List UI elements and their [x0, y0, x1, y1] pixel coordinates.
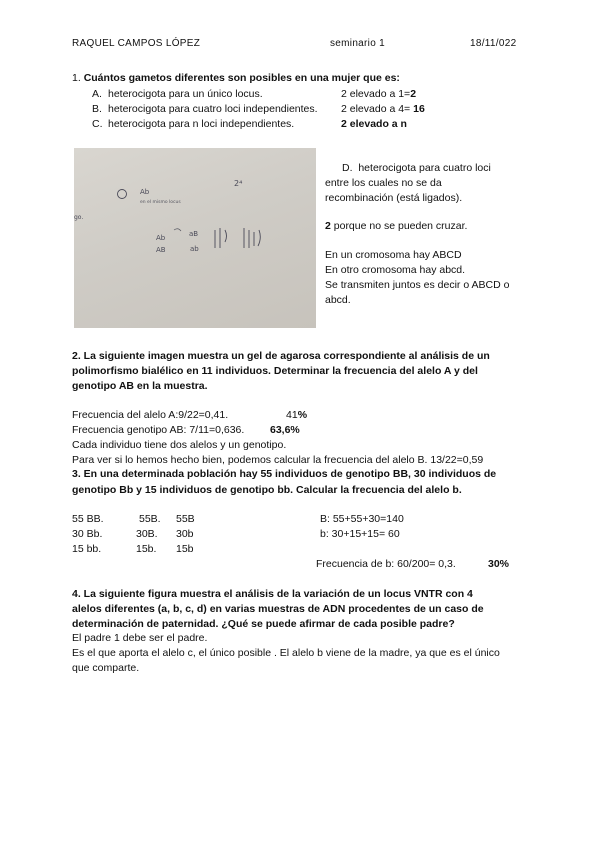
q2-title-line3: genotipo AB en la muestra. — [72, 380, 208, 392]
pen-stroke — [174, 229, 181, 231]
handwritten-notes-photo — [74, 148, 316, 328]
q3-frequency: Frecuencia de b: 60/200= 0,3. — [316, 558, 456, 570]
allele-sketch-2 — [244, 228, 260, 248]
q1-item-a-answer-prefix: 2 elevado a 1= — [341, 88, 411, 100]
q2-genotype-percent: 63,6% — [270, 424, 300, 436]
q1-item-a-marker: A. — [92, 88, 102, 100]
q3-row2-allele1: 30B. — [136, 528, 158, 540]
q2-allele-frequency: Frecuencia del alelo A:9/22=0,41. — [72, 409, 229, 421]
q3-title-line2: genotipo Bb y 15 individuos de genotipo bb. Calcular la frecuencia del alelo b. — [72, 484, 462, 496]
circled-letter-mark — [118, 190, 127, 199]
q4-title-line2: alelos diferentes (a, b, c, d) en varias muestras de ADN procedentes de un caso de — [72, 603, 484, 615]
q2-allele-percent-sign: % — [297, 409, 308, 421]
note-genotype-1: Ab — [156, 234, 166, 242]
q2-title-line2: polimorfismo bialélico en 11 individuos. Determinar la frecuencia del alelo A y del — [72, 365, 478, 377]
q2-check: Para ver si lo hemos hecho bien, podemos calcular la frecuencia del alelo B. 13/22=0,59 — [72, 454, 484, 466]
q1-item-b-answer — [341, 103, 425, 115]
q1-item-d-answer-text: porque no se pueden cruzar. — [330, 220, 468, 232]
note-same-locus: en el mismo locus — [140, 200, 181, 205]
q3-row2-allele2: 30b — [176, 528, 194, 540]
q2-title-line1: 2. La siguiente imagen muestra un gel de agarosa correspondiente al análisis de un — [72, 350, 490, 362]
handwritten-notes-drawing — [74, 148, 316, 328]
q1-item-b-answer-prefix: 2 elevado a 4= — [341, 103, 414, 115]
q1-d-explanation-3: Se transmiten juntos es decir o ABCD o — [325, 279, 510, 291]
course-name: seminario 1 — [330, 38, 385, 49]
q4-title-line1: 4. La siguiente figura muestra el análisis de la variación de un locus VNTR con 4 — [72, 588, 473, 600]
q1-item-a-answer — [341, 88, 416, 100]
q1-d-explanation-2: En otro cromosoma hay abcd. — [325, 264, 466, 276]
note-genotype-4: ab — [190, 245, 199, 253]
q1-item-d-answer-value: 2 — [325, 220, 331, 232]
q3-sum-B: B: 55+55+30=140 — [320, 513, 404, 525]
q3-title-line1: 3. En una determinada población hay 55 individuos de genotipo BB, 30 individuos de — [72, 468, 497, 480]
q1-item-a-text: heterocigota para un único locus. — [108, 88, 263, 100]
q3-row1-genotype: 55 BB. — [72, 513, 104, 525]
q1-item-d-line3: recombinación (está ligados). — [325, 192, 463, 204]
q2-note: Cada individuo tiene dos alelos y un genotipo. — [72, 439, 287, 451]
q2-allele-percent-value: 41 — [286, 409, 298, 421]
note-genotype-3: AB — [156, 246, 166, 254]
q1-item-d-line2: entre los cuales no se da — [325, 177, 442, 189]
q1-item-a-answer-value: 2 — [410, 88, 417, 100]
q3-row3-allele2: 15b — [176, 543, 194, 555]
q3-sum-b: b: 30+15+15= 60 — [320, 528, 400, 540]
note-margin: go. — [74, 214, 84, 221]
q4-answer-line3: que comparte. — [72, 662, 140, 674]
q2-genotype-frequency: Frecuencia genotipo AB: 7/11=0,636. — [72, 424, 245, 436]
q1-heading — [72, 72, 400, 84]
q4-title-line3: determinación de paternidad. ¿Qué se puede afirmar de cada posible padre? — [72, 618, 455, 630]
q1-item-d-answer — [325, 220, 467, 232]
q1-item-b-answer-value: 16 — [413, 103, 425, 115]
allele-sketch-1 — [215, 228, 227, 248]
q2-allele-percent — [286, 409, 307, 421]
q1-item-d-line1 — [342, 162, 491, 174]
q3-row3-allele1: 15b. — [136, 543, 157, 555]
q3-row1-allele1: 55B. — [139, 513, 161, 525]
note-ab: Ab — [140, 188, 150, 196]
q3-frequency-percent: 30% — [488, 558, 510, 570]
q3-row3-genotype: 15 bb. — [72, 543, 102, 555]
q1-d-explanation-1: En un cromosoma hay ABCD — [325, 249, 462, 261]
q1-item-c-marker: C. — [92, 118, 103, 130]
q1-item-c-answer — [341, 118, 407, 130]
q1-item-c-text: heterocigota para n loci independientes. — [108, 118, 295, 130]
q3-row2-genotype: 30 Bb. — [72, 528, 103, 540]
q1-number: 1. — [72, 72, 81, 84]
note-genotype-2: aB — [189, 230, 199, 238]
q1-item-d-text: heterocigota para cuatro loci — [358, 162, 491, 174]
document-date: 18/11/022 — [470, 38, 517, 49]
q1-item-b-text: heterocigota para cuatro loci independientes. — [108, 103, 318, 115]
author-name: RAQUEL CAMPOS LÓPEZ — [72, 38, 201, 49]
note-two-power-four: 2⁴ — [234, 179, 243, 188]
q4-answer-line1: El padre 1 debe ser el padre. — [72, 632, 208, 644]
q1-item-d-marker: D. — [342, 162, 353, 174]
q1-title: Cuántos gametos diferentes son posibles en una mujer que es: — [83, 72, 400, 84]
q4-answer-line2: Es el que aporta el alelo c, el único posible . El alelo b viene de la madre, ya que es el único — [72, 647, 500, 659]
q1-item-b-marker: B. — [92, 103, 102, 115]
q1-item-c-answer-value: 2 elevado a n — [341, 118, 407, 130]
q1-d-explanation-4: abcd. — [325, 294, 351, 306]
q3-row1-allele2: 55B — [176, 513, 195, 525]
